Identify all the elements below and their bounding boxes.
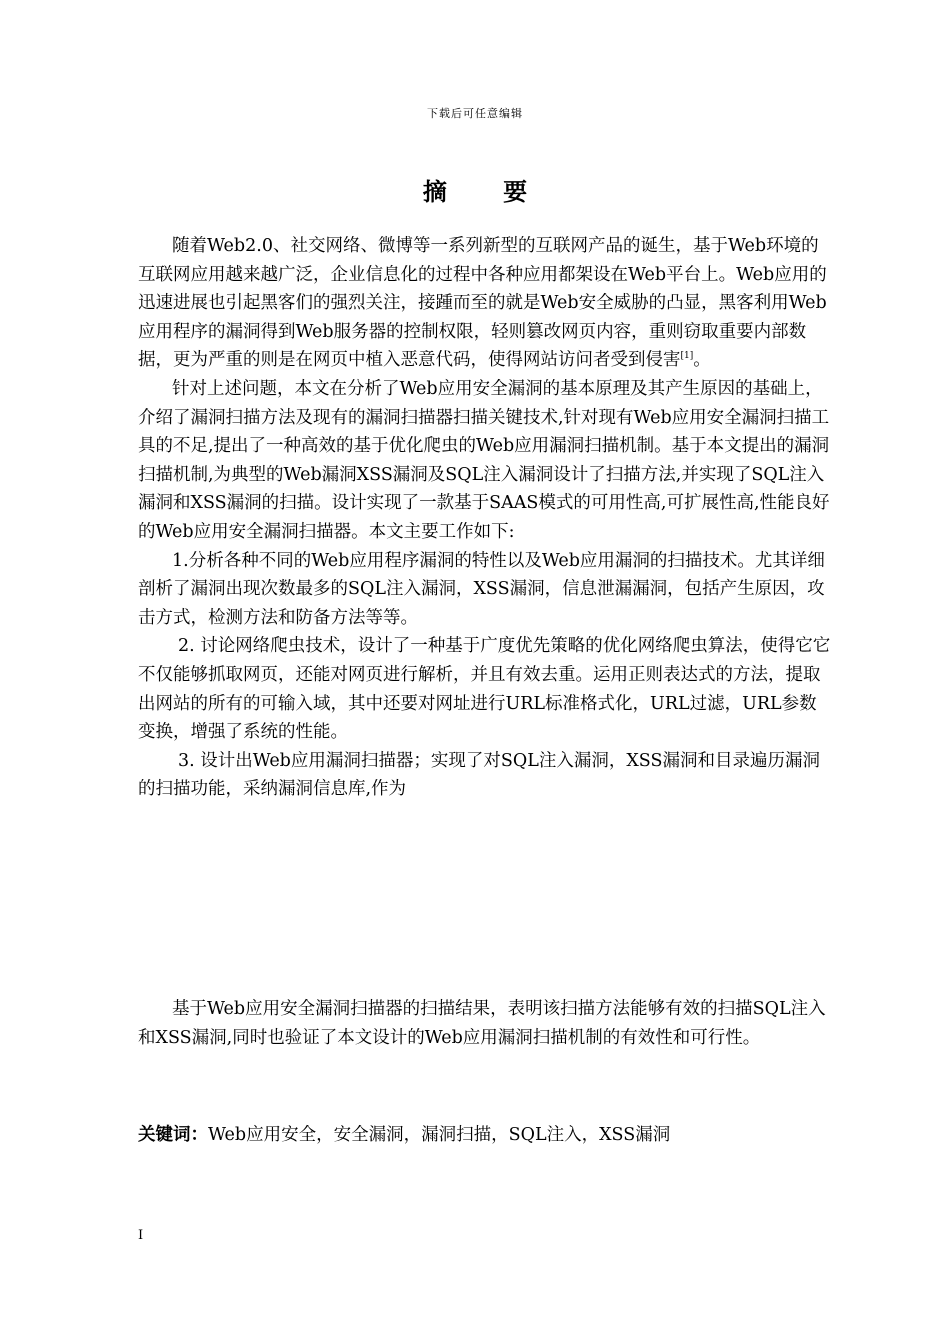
citation-ref: [1] [680,351,694,362]
paragraph-1-text: 随着Web2.0、社交网络、微博等一系列新型的互联网产品的诞生，基于Web环境的互联网应用越来越广泛，企业信息化的过程中各种应用都架设在Web平台上。Web应用的迅速进展也引起黑客们的强烈关注，接踵而至的就是Web安全威胁的凸显，黑客利用Web应用程序的漏洞得到Web服务器的控制权限，轻则篡改网页内容，重则窃取重要内部数据，更为严重的则是在网页中植入恶意代码，使得网站访问者受到侵害 [138,236,827,371]
abstract-body [138,232,834,804]
page-number: I [138,1228,144,1243]
paragraph-4: 2. 讨论网络爬虫技术，设计了一种基于广度优先策略的优化网络爬虫算法，使得它它不仅能够抓取网页，还能对网页进行解析，并且有效去重。运用正则表达式的方法，提取出网站的所有的可输入域，其中还要对网址进行URL标准格式化，URL过滤，URL参数变换，增强了系统的性能。 [138,636,831,743]
abstract-conclusion [138,995,834,1052]
paragraph-6: 基于Web应用安全漏洞扫描器的扫描结果，表明该扫描方法能够有效的扫描SQL注入和XSS漏洞,同时也验证了本文设计的Web应用漏洞扫描机制的有效性和可行性。 [138,999,826,1048]
page-header: 下载后可任意编辑 [427,107,523,120]
paragraph-5: 3. 设计出Web应用漏洞扫描器；实现了对SQL注入漏洞，XSS漏洞和目录遍历漏洞的扫描功能，采纳漏洞信息库,作为 [138,750,820,800]
keywords-label: 关键词： [138,1125,208,1145]
paragraph-3: 1.分析各种不同的Web应用程序漏洞的特性以及Web应用漏洞的扫描技术。尤其详细剖析了漏洞出现次数最多的SQL注入漏洞，XSS漏洞，信息泄漏漏洞，包括产生原因，攻击方式，检测方法和防备方法等等。 [138,550,825,628]
paragraph-1 [138,232,834,375]
keywords-line [138,1121,670,1146]
paragraph-2: 针对上述问题，本文在分析了Web应用安全漏洞的基本原理及其产生原因的基础上，介绍了漏洞扫描方法及现有的漏洞扫描器扫描关键技术,针对现有Web应用安全漏洞扫描工具的不足,提出了一种高效的基于优化爬虫的Web应用漏洞扫描机制。基于本文提出的漏洞扫描机制,为典型的Web漏洞XSS漏洞及SQL注入漏洞设计了扫描方法,并实现了SQL注入漏洞和XSS漏洞的扫描。设计实现了一款基于SAAS模式的可用性高,可扩展性高,性能良好的Web应用安全漏洞扫描器。本文主要工作如下: [138,378,830,542]
page-title: 摘 要 [422,177,552,206]
keywords-text: Web应用安全，安全漏洞，漏洞扫描，SQL注入，XSS漏洞 [208,1125,671,1145]
paragraph-1-end: 。 [693,350,711,371]
